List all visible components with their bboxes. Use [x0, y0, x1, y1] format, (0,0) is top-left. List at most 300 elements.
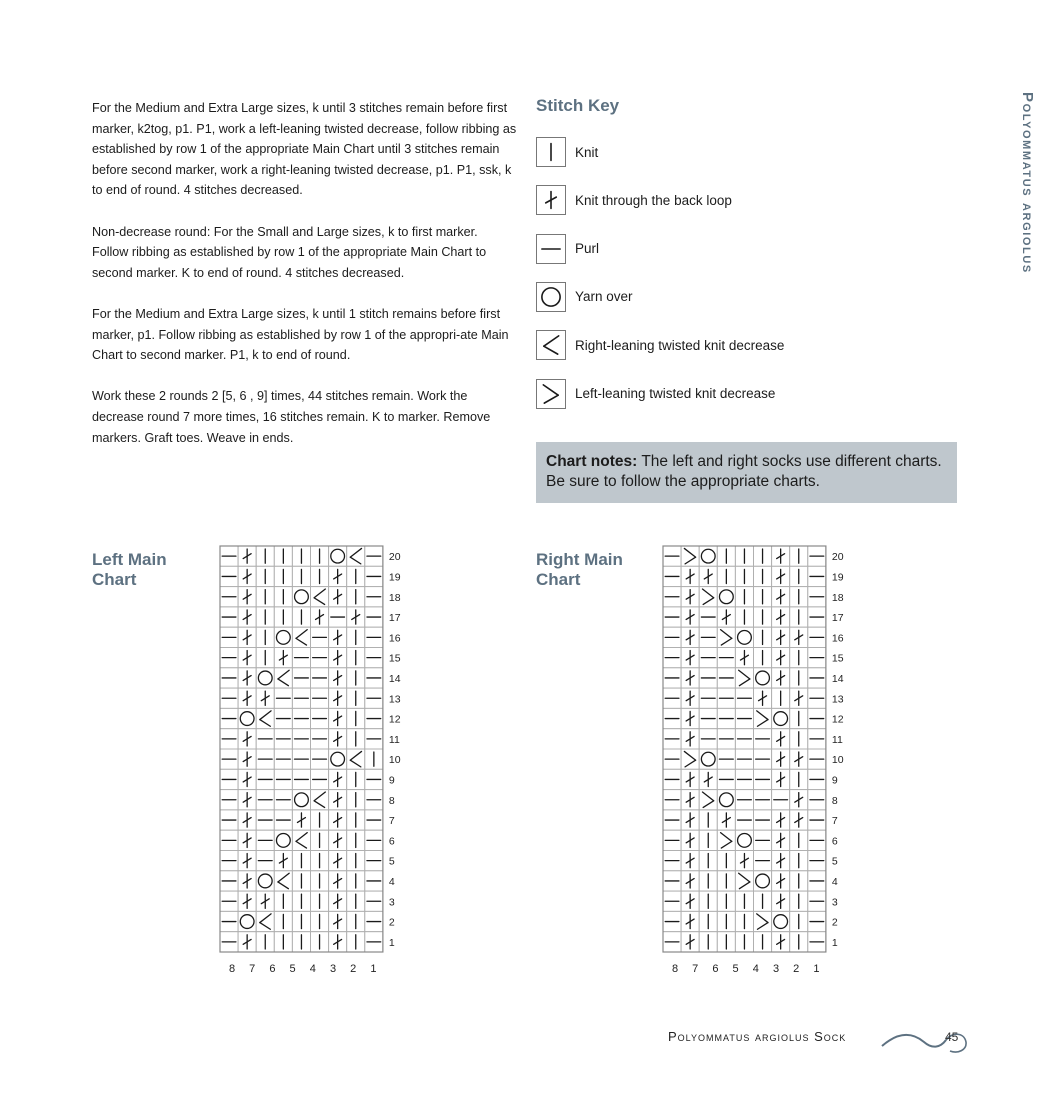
chart-cell-purl [311, 708, 329, 728]
chart-cell-knit-tbl [772, 769, 790, 789]
row-number-label: 7 [388, 815, 395, 828]
chart-cell-knit-tbl [772, 566, 790, 586]
chart-cell-purl [735, 749, 753, 769]
chart-cell-purl [220, 810, 238, 830]
chart-cell-purl [754, 830, 772, 850]
chart-cell-right-decrease [256, 708, 274, 728]
chart-cell-knit-tbl [238, 729, 256, 749]
chart-cell-purl [220, 648, 238, 668]
chart-cell-knit-tbl [238, 648, 256, 668]
chart-cell-knit-tbl [772, 607, 790, 627]
chart-cell-purl [220, 871, 238, 891]
chart-cell-knit [347, 871, 365, 891]
chart-cell-purl [256, 851, 274, 871]
row-number-label: 10 [388, 754, 401, 767]
chart-cell-knit-tbl [681, 708, 699, 728]
column-number-label: 5 [289, 963, 296, 975]
chart-cell-knit-tbl [274, 851, 292, 871]
chart-cell-knit-tbl [329, 891, 347, 911]
chart-cell-purl [292, 729, 310, 749]
row-number-label: 10 [831, 754, 844, 767]
chart-cell-knit-tbl [772, 668, 790, 688]
column-number-label: 7 [249, 963, 256, 975]
paragraph-3: For the Medium and Extra Large sizes, k until 1 stitch remains before first marker, p1. Follow ribbing as established by row 1 of the appropri-ate Main Chart to second marker. P1, k to end of round. [92, 306, 509, 363]
chart-cell-purl [365, 607, 383, 627]
chart-cell-purl [256, 810, 274, 830]
chart-cell-knit [311, 851, 329, 871]
column-number-label: 2 [793, 963, 800, 975]
chart-cell-purl [663, 851, 681, 871]
column-number-label: 1 [813, 963, 820, 975]
chart-cell-knit-tbl [772, 729, 790, 749]
chart-cell-yarn-over [772, 911, 790, 931]
chart-cell-knit-tbl [347, 607, 365, 627]
column-number-label: 5 [732, 963, 739, 975]
chart-cell-knit [735, 911, 753, 931]
row-number-label: 4 [831, 875, 838, 888]
left-main-chart [220, 546, 420, 975]
chart-cell-knit-tbl [754, 688, 772, 708]
chart-cell-purl [663, 891, 681, 911]
chart-cell-purl [663, 688, 681, 708]
chart-cell-purl [735, 708, 753, 728]
chart-cell-knit-tbl [311, 607, 329, 627]
chart-cell-knit [256, 648, 274, 668]
row-number-label: 20 [388, 551, 401, 564]
chart-cell-knit-tbl [790, 790, 808, 810]
chart-cell-knit [717, 871, 735, 891]
knit-icon [536, 137, 566, 167]
chart-cell-purl [808, 627, 826, 647]
chart-cell-purl [699, 668, 717, 688]
chart-cell-knit-tbl [681, 587, 699, 607]
chart-cell-knit [292, 851, 310, 871]
chart-cell-knit [311, 891, 329, 911]
chart-cell-knit [790, 769, 808, 789]
row-number-label: 2 [831, 916, 838, 929]
chart-cell-knit [754, 627, 772, 647]
chart-cell-knit-tbl [681, 648, 699, 668]
paragraph-4: Work these 2 rounds 2 [5, 6 , 9] times, 44 stitches remain. Work the decrease round 7 more times, 16 stitches remain. K to marker. Remove markers. Graft toes. Weave in ends. [92, 389, 491, 445]
chart-cell-purl [808, 749, 826, 769]
chart-cell-knit [347, 911, 365, 931]
row-number-label: 15 [831, 652, 844, 665]
chart-cell-knit [347, 668, 365, 688]
chart-cell-knit-tbl [772, 627, 790, 647]
chart-cell-purl [808, 546, 826, 566]
chart-cell-knit-tbl [238, 830, 256, 850]
chart-cell-knit [754, 932, 772, 952]
chart-cell-yarn-over [699, 749, 717, 769]
chart-cell-purl [220, 790, 238, 810]
chart-cell-knit [790, 566, 808, 586]
chart-cell-purl [274, 729, 292, 749]
stitch-key-item [536, 183, 732, 217]
chart-cell-knit-tbl [681, 871, 699, 891]
chart-cell-purl [717, 688, 735, 708]
chart-cell-purl [220, 830, 238, 850]
chart-cell-yarn-over [292, 790, 310, 810]
chart-notes-text: The left and right socks use different charts. Be sure to follow the appropriate charts. [546, 453, 942, 490]
column-number-label: 8 [228, 963, 236, 975]
chart-cell-purl [274, 749, 292, 769]
chart-cell-purl [663, 790, 681, 810]
chart-cell-yarn-over [238, 708, 256, 728]
stitch-key-label: Right-leaning twisted knit decrease [575, 337, 785, 353]
row-number-label: 9 [388, 774, 395, 787]
chart-cell-purl [754, 749, 772, 769]
right-chart-title-line1: Right Main [536, 550, 623, 569]
chart-cell-knit-tbl [772, 749, 790, 769]
column-number-label: 3 [329, 963, 337, 975]
yarn-over-icon [536, 282, 566, 312]
chart-cell-purl [808, 911, 826, 931]
chart-cell-knit [256, 587, 274, 607]
left-chart-title [92, 550, 202, 590]
chart-cell-purl [256, 729, 274, 749]
chart-cell-knit-tbl [790, 749, 808, 769]
chart-cell-yarn-over [256, 668, 274, 688]
chart-cell-purl [365, 627, 383, 647]
chart-cell-right-decrease [274, 871, 292, 891]
chart-cell-purl [717, 648, 735, 668]
chart-cell-purl [699, 607, 717, 627]
chart-cell-purl [699, 648, 717, 668]
chart-cell-purl [808, 668, 826, 688]
chart-cell-knit [754, 587, 772, 607]
right-main-chart [663, 546, 863, 975]
stitch-key-label: Yarn over [575, 289, 633, 305]
stitch-key-title: Stitch Key [536, 96, 620, 115]
chart-cell-knit-tbl [772, 810, 790, 830]
chart-cell-knit [717, 566, 735, 586]
row-number-label: 5 [831, 855, 838, 868]
chart-cell-purl [311, 627, 329, 647]
chart-cell-knit [347, 790, 365, 810]
chart-cell-knit-tbl [292, 810, 310, 830]
chart-cell-knit [347, 769, 365, 789]
chart-cell-left-decrease [735, 668, 753, 688]
chart-cell-purl [735, 769, 753, 789]
chart-cell-knit-tbl [238, 688, 256, 708]
chart-cell-knit [790, 911, 808, 931]
chart-cell-purl [735, 688, 753, 708]
column-number-label: 6 [712, 963, 719, 975]
chart-cell-right-decrease [292, 830, 310, 850]
chart-cell-left-decrease [754, 911, 772, 931]
column-number-label: 2 [350, 963, 357, 975]
chart-cell-knit [790, 648, 808, 668]
chart-cell-knit-tbl [681, 790, 699, 810]
chart-cell-purl [717, 749, 735, 769]
chart-cell-purl [808, 729, 826, 749]
chart-cell-knit-tbl [238, 668, 256, 688]
chart-cell-knit-tbl [238, 607, 256, 627]
stitch-key-item [536, 377, 775, 411]
chart-cell-knit [790, 708, 808, 728]
chart-cell-knit [347, 627, 365, 647]
chart-cell-knit-tbl [238, 932, 256, 952]
chart-cell-knit-tbl [790, 810, 808, 830]
chart-cell-yarn-over [772, 708, 790, 728]
chart-cell-knit-tbl [329, 708, 347, 728]
chart-cell-purl [699, 729, 717, 749]
chart-cell-knit [699, 810, 717, 830]
chart-cell-purl [754, 851, 772, 871]
chart-cell-purl [292, 708, 310, 728]
stitch-key-item [536, 328, 784, 362]
chart-cell-knit [274, 566, 292, 586]
chart-cell-purl [772, 790, 790, 810]
chart-cell-knit-tbl [735, 851, 753, 871]
chart-cell-purl [256, 749, 274, 769]
stitch-key-item [536, 280, 633, 314]
chart-cell-knit [274, 932, 292, 952]
paragraph-2: Non-decrease round: For the Small and Large sizes, k to first marker. Follow ribbing as established by row 1 of the appropriate Main Chart to second marker. K to end of round. 4 stitches decreased. [92, 224, 487, 280]
chart-cell-purl [699, 627, 717, 647]
chart-cell-knit-tbl [681, 932, 699, 952]
chart-cell-knit [790, 587, 808, 607]
chart-cell-purl [663, 911, 681, 931]
chart-cell-purl [365, 708, 383, 728]
chart-cell-purl [808, 932, 826, 952]
chart-cell-purl [663, 627, 681, 647]
chart-cell-knit [311, 911, 329, 931]
chart-cell-right-decrease [347, 749, 365, 769]
chart-cell-purl [329, 607, 347, 627]
chart-cell-purl [365, 769, 383, 789]
chart-cell-knit [735, 546, 753, 566]
chart-cell-knit-tbl [772, 830, 790, 850]
stitch-key-label: Knit [575, 144, 599, 160]
chart-cell-knit [347, 851, 365, 871]
chart-cell-purl [274, 769, 292, 789]
row-number-label: 14 [831, 672, 844, 685]
chart-cell-purl [699, 708, 717, 728]
chart-cell-purl [365, 810, 383, 830]
chart-cell-purl [256, 830, 274, 850]
chart-cell-knit-tbl [681, 851, 699, 871]
row-number-label: 17 [388, 612, 401, 625]
chart-cell-purl [663, 830, 681, 850]
chart-cell-knit [699, 871, 717, 891]
chart-cell-purl [808, 566, 826, 586]
chart-cell-knit [754, 546, 772, 566]
chart-cell-knit [699, 851, 717, 871]
chart-cell-purl [365, 688, 383, 708]
column-number-label: 1 [370, 963, 377, 975]
chart-notes-label: Chart notes: [546, 453, 638, 470]
chart-cell-purl [365, 830, 383, 850]
chart-cell-knit [772, 688, 790, 708]
chart-cell-knit [256, 566, 274, 586]
chart-cell-left-decrease [754, 708, 772, 728]
row-number-label: 5 [388, 855, 395, 868]
chart-cell-knit-tbl [238, 749, 256, 769]
chart-cell-knit-tbl [681, 810, 699, 830]
chart-cell-knit-tbl [329, 729, 347, 749]
footer-title: Polyommatus argiolus Sock [668, 1029, 847, 1044]
chart-cell-knit-tbl [717, 810, 735, 830]
chart-cell-purl [663, 668, 681, 688]
chart-cell-yarn-over [238, 911, 256, 931]
chart-cell-yarn-over [274, 627, 292, 647]
chart-cell-purl [220, 566, 238, 586]
chart-cell-purl [274, 790, 292, 810]
chart-cell-purl [808, 648, 826, 668]
chart-cell-knit [735, 566, 753, 586]
chart-cell-purl [663, 607, 681, 627]
chart-cell-knit-tbl [238, 871, 256, 891]
chart-cell-purl [311, 749, 329, 769]
chart-cell-purl [754, 790, 772, 810]
chart-cell-knit [311, 871, 329, 891]
chart-cell-knit-tbl [772, 546, 790, 566]
chart-cell-purl [365, 911, 383, 931]
chart-cell-right-decrease [311, 587, 329, 607]
chart-cell-purl [220, 911, 238, 931]
chart-cell-purl [365, 729, 383, 749]
chart-cell-knit [347, 648, 365, 668]
row-number-label: 19 [831, 571, 844, 584]
chart-cell-left-decrease [681, 749, 699, 769]
chart-cell-knit-tbl [238, 851, 256, 871]
chart-cell-knit-tbl [772, 851, 790, 871]
chart-cell-purl [292, 668, 310, 688]
chart-cell-knit-tbl [238, 891, 256, 911]
row-number-label: 2 [388, 916, 395, 929]
stitch-key-item [536, 135, 598, 169]
chart-cell-knit [347, 566, 365, 586]
chart-cell-knit [717, 851, 735, 871]
chart-cell-knit-tbl [681, 830, 699, 850]
chart-cell-purl [808, 607, 826, 627]
chart-cell-knit [699, 932, 717, 952]
chart-cell-purl [365, 668, 383, 688]
row-number-label: 11 [831, 733, 843, 746]
paragraph-1: For the Medium and Extra Large sizes, k until 3 stitches remain before first marker, k2tog, p1. P1, work a left-leaning twisted decrease, follow ribbing as established by row 1 of the appropriate Main Chart until 3 stitches remain before second marker, work a right-leaning twisted decrease, p1. P1, ssk, k to end of round. 4 stitches decreased. [92, 101, 517, 198]
chart-cell-purl [220, 668, 238, 688]
column-number-label: 6 [269, 963, 276, 975]
chart-cell-yarn-over [256, 871, 274, 891]
chart-cell-knit-tbl [681, 891, 699, 911]
left-chart-title-line1: Left Main [92, 550, 167, 569]
row-number-label: 17 [831, 612, 844, 625]
chart-cell-purl [365, 851, 383, 871]
chart-cell-knit-tbl [238, 546, 256, 566]
chart-cell-yarn-over [292, 587, 310, 607]
chart-cell-purl [256, 769, 274, 789]
chart-cell-knit [790, 932, 808, 952]
chart-cell-knit-tbl [699, 769, 717, 789]
chart-cell-knit [717, 932, 735, 952]
chart-cell-knit-tbl [329, 648, 347, 668]
column-number-label: 4 [309, 963, 316, 975]
chart-cell-yarn-over [329, 546, 347, 566]
chart-cell-knit-tbl [699, 566, 717, 586]
chart-cell-knit-tbl [772, 587, 790, 607]
chart-cell-purl [220, 769, 238, 789]
chart-cell-knit-tbl [238, 627, 256, 647]
chart-cell-purl [699, 688, 717, 708]
chart-cell-purl [274, 708, 292, 728]
chart-cell-knit-tbl [329, 810, 347, 830]
chart-cell-knit-tbl [717, 607, 735, 627]
chart-cell-purl [220, 546, 238, 566]
chart-cell-knit [735, 587, 753, 607]
chart-cell-knit [717, 891, 735, 911]
chart-cell-purl [808, 708, 826, 728]
chart-cell-purl [717, 729, 735, 749]
row-number-label: 16 [831, 632, 844, 645]
stitch-key-item [536, 232, 599, 266]
chart-cell-knit [311, 546, 329, 566]
chart-cell-purl [717, 708, 735, 728]
chart-cell-purl [220, 891, 238, 911]
chart-cell-purl [365, 566, 383, 586]
chart-cell-knit-tbl [238, 810, 256, 830]
chart-cell-knit [790, 830, 808, 850]
chart-cell-knit [347, 729, 365, 749]
chart-cell-knit-tbl [329, 688, 347, 708]
chart-cell-knit [699, 891, 717, 911]
chart-cell-purl [717, 769, 735, 789]
chart-cell-purl [754, 729, 772, 749]
column-number-label: 7 [692, 963, 699, 975]
row-number-label: 11 [388, 733, 400, 746]
chart-cell-knit [292, 891, 310, 911]
chart-cell-purl [663, 587, 681, 607]
column-number-label: 3 [772, 963, 780, 975]
chart-cell-yarn-over [274, 830, 292, 850]
chart-cell-knit [347, 830, 365, 850]
row-number-label: 9 [831, 774, 838, 787]
chart-cell-knit-tbl [681, 668, 699, 688]
chart-cell-knit-tbl [681, 729, 699, 749]
chart-cell-yarn-over [735, 627, 753, 647]
chart-cell-right-decrease [347, 546, 365, 566]
chart-cell-knit [735, 607, 753, 627]
chart-cell-knit-tbl [772, 932, 790, 952]
chart-notes-box [536, 442, 957, 503]
chart-cell-purl [274, 810, 292, 830]
chart-cell-right-decrease [256, 911, 274, 931]
column-number-label: 8 [671, 963, 679, 975]
chart-cell-purl [311, 688, 329, 708]
row-number-label: 12 [831, 713, 844, 726]
chart-cell-purl [311, 769, 329, 789]
chart-cell-purl [663, 546, 681, 566]
row-number-label: 13 [388, 693, 401, 706]
chart-cell-knit [311, 810, 329, 830]
row-number-label: 8 [831, 794, 838, 807]
chart-cell-purl [663, 769, 681, 789]
chart-cell-purl [735, 810, 753, 830]
chart-cell-purl [292, 688, 310, 708]
chart-cell-knit [790, 546, 808, 566]
left-decrease-icon [536, 379, 566, 409]
chart-cell-knit [274, 607, 292, 627]
row-number-label: 7 [831, 815, 838, 828]
chart-cell-knit-tbl [329, 871, 347, 891]
chart-cell-purl [663, 871, 681, 891]
chart-cell-right-decrease [292, 627, 310, 647]
chart-cell-purl [220, 688, 238, 708]
chart-cell-knit-tbl [329, 627, 347, 647]
chart-cell-knit [256, 932, 274, 952]
row-number-label: 1 [388, 936, 395, 949]
chart-cell-purl [754, 769, 772, 789]
